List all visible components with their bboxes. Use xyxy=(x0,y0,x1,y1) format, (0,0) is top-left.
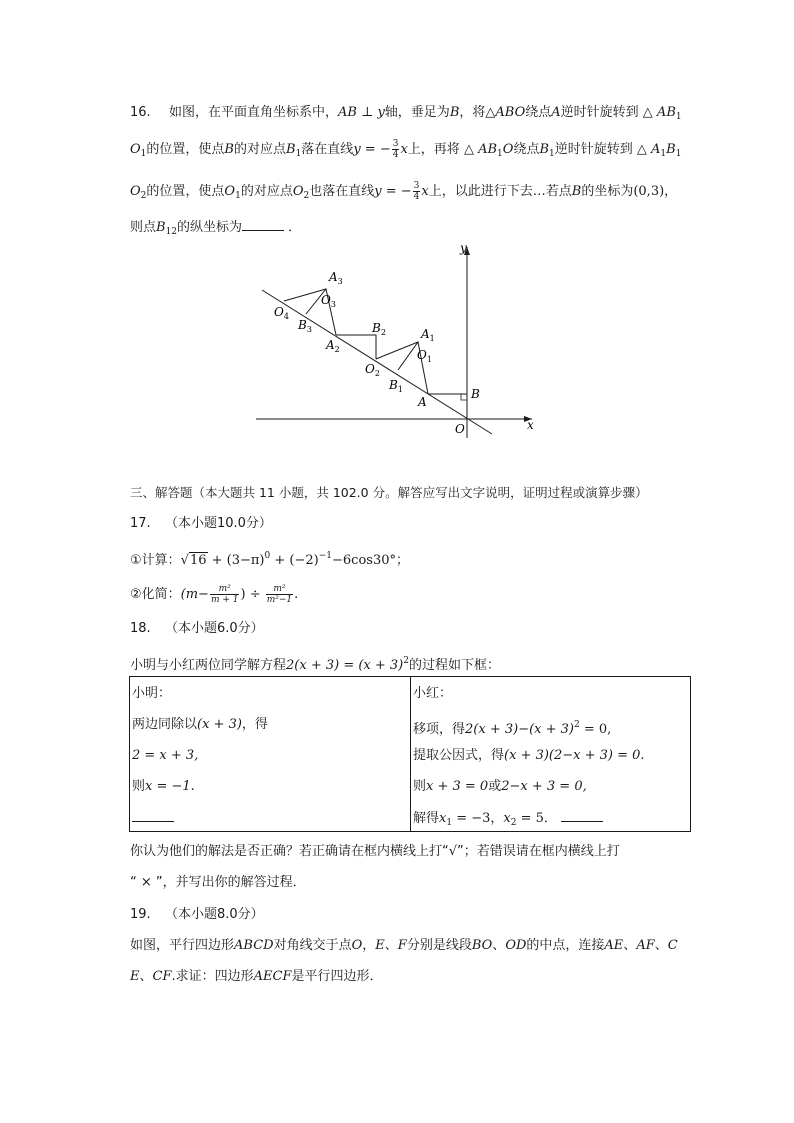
math-B: B xyxy=(571,184,582,199)
math-OD: OD xyxy=(505,938,527,953)
q19-text: .求证：四边形 xyxy=(171,969,254,984)
math-x: x xyxy=(421,184,429,199)
math-expression: −6cos30°； xyxy=(332,553,409,568)
equation: 2(x + 3) = (x + 3) xyxy=(286,658,404,673)
q16-text: 的纵坐标为 xyxy=(177,220,243,235)
step-math: = 5． xyxy=(516,811,557,826)
math-O: O xyxy=(502,142,514,157)
q16-text: 的位置，使点 xyxy=(146,142,225,157)
subscript: 2 xyxy=(303,191,310,201)
section-3-title: 三、解答题（本大题共 11 小题，共 102.0 分。解答应写出文字说明，证明过程或演算步骤） xyxy=(130,485,648,500)
fraction-denominator: m²−1 xyxy=(266,595,293,605)
math-O: O xyxy=(130,142,141,157)
math-expression: ) ÷ xyxy=(240,587,265,602)
step-math: x = −1. xyxy=(145,779,195,794)
q16-text: ，将 xyxy=(459,105,486,120)
q19-line-1 xyxy=(130,937,678,955)
math-ABO: ABO xyxy=(495,105,526,120)
step-math: 2(x + 3)−(x + 3) xyxy=(465,722,574,737)
math-C: C xyxy=(667,938,678,953)
fraction-denominator: 4 xyxy=(392,150,399,160)
triangle-symbol: △ xyxy=(459,142,479,157)
q16-text: 也落在直线 xyxy=(309,184,375,199)
q19-text: 如图，平行四边形 xyxy=(130,938,235,953)
math-A: A xyxy=(651,142,661,157)
xiaohong-title: 小红： xyxy=(413,686,453,701)
q18-score: （本小题6.0分） xyxy=(164,621,264,636)
step-text: 则 xyxy=(132,779,146,794)
label-B: B xyxy=(471,387,480,401)
subscript: 2 xyxy=(510,818,517,828)
math-B: B xyxy=(286,142,296,157)
q16-text: 落在直线 xyxy=(301,142,354,157)
exponent: 2 xyxy=(574,720,580,730)
q18-header xyxy=(130,620,264,638)
q18-intro xyxy=(130,652,500,675)
math-AF: AF xyxy=(636,938,655,953)
subscript: 12 xyxy=(165,227,178,237)
fraction xyxy=(266,584,293,605)
label-A2: $A_2$ xyxy=(326,338,340,354)
step-math: x xyxy=(503,811,511,826)
q16-text: 上，以此进行下去…若点 xyxy=(428,184,572,199)
q16-line-1 xyxy=(130,104,682,126)
step-math: = 0, xyxy=(579,722,612,737)
q16-line-3 xyxy=(130,181,677,205)
step-math: x + 3 = 0 xyxy=(426,779,489,794)
q19-header xyxy=(130,906,264,924)
q16-text: 的对应点 xyxy=(240,184,293,199)
line-equation: y = − xyxy=(353,142,391,157)
math-AB: AB xyxy=(478,142,498,157)
q19-text: 对角线交于点 xyxy=(273,938,352,953)
step-math: 2−x + 3 = 0, xyxy=(501,779,587,794)
label-A: A xyxy=(418,395,427,409)
q19-text: 、 xyxy=(654,938,668,953)
xiaoming-cell xyxy=(130,677,411,832)
math-BO: BO xyxy=(471,938,493,953)
sqrt-icon: √ xyxy=(180,553,189,568)
step-math: x xyxy=(439,811,447,826)
step-text: 解得 xyxy=(413,811,440,826)
q16-text: 的位置，使点 xyxy=(146,184,225,199)
triangle-symbol: △ xyxy=(485,105,496,120)
line-equation: y = − xyxy=(374,184,412,199)
q16-text: ． xyxy=(284,220,302,235)
xiaoming-title: 小明： xyxy=(132,686,172,701)
q19-line-2 xyxy=(130,968,383,986)
subscript: 1 xyxy=(549,149,555,159)
axis-label-x: x xyxy=(527,418,534,432)
math-ABCD: ABCD xyxy=(234,938,274,953)
step-text: 或 xyxy=(488,779,502,794)
xiaoming-step-1 xyxy=(132,716,268,734)
subscript: 1 xyxy=(660,149,667,159)
q17-part-2 xyxy=(130,584,298,605)
label-B3: $B_3$ xyxy=(298,318,312,334)
label-O1: $O_1$ xyxy=(417,348,432,364)
subscript: 1 xyxy=(497,149,503,159)
math-E: E xyxy=(130,969,140,984)
fraction-denominator: m + 1 xyxy=(210,595,239,605)
q16-text: 上，再将 xyxy=(407,142,460,157)
radicand: 16 xyxy=(189,553,207,568)
q16-text: 绕点 xyxy=(525,105,552,120)
q18-text: 你认为他们的解法是否正确？若正确请在框内横线上打“√”；若错误请在框内横线上打 xyxy=(130,844,620,859)
q19-text: 分别是线段 xyxy=(406,938,472,953)
label-B1: $B_1$ xyxy=(389,378,403,394)
math-expression: + (−2) xyxy=(270,553,319,568)
subscript: 1 xyxy=(235,191,241,201)
math-CF: CF xyxy=(152,969,172,984)
step-math: = −3， xyxy=(452,811,504,826)
math-B: B xyxy=(156,220,166,235)
label-O3: $O_3$ xyxy=(321,293,336,309)
q16-number: 16. xyxy=(130,105,151,120)
q17-number: 17. xyxy=(130,516,151,531)
q18-question-1 xyxy=(130,843,620,861)
step-text: 移项，得 xyxy=(413,722,466,737)
q17-part-2-label: ②化简： xyxy=(130,587,181,602)
fraction xyxy=(210,584,240,605)
math-B: B xyxy=(539,142,550,157)
step-math: (x + 3) xyxy=(197,717,242,732)
q16-text: 逆时针旋转到 xyxy=(554,142,633,157)
q16-text: 则点 xyxy=(130,220,157,235)
math-E: E xyxy=(375,938,385,953)
fraction-numerator: m² xyxy=(266,584,293,595)
q19-score: （本小题8.0分） xyxy=(164,907,264,922)
solution-table xyxy=(129,676,691,832)
q19-text: 是平行四边形． xyxy=(291,969,383,984)
q19-number: 19. xyxy=(130,907,151,922)
q16-text: ， xyxy=(664,184,678,199)
math-B: B xyxy=(449,105,460,120)
q16-line-2 xyxy=(130,139,681,163)
xiaohong-step-1 xyxy=(413,716,611,739)
answer-blank[interactable] xyxy=(242,218,284,231)
label-O2: $O_2$ xyxy=(365,362,380,378)
q17-part-1 xyxy=(130,547,409,570)
math-F: F xyxy=(397,938,407,953)
xiaoming-step-3 xyxy=(132,778,195,796)
subscript: 1 xyxy=(675,149,682,159)
step-text: 则 xyxy=(413,779,427,794)
q17-score: （本小题10.0分） xyxy=(164,516,272,531)
math-expression: . xyxy=(294,587,299,602)
fraction xyxy=(392,139,400,160)
q16-text: 的对应点 xyxy=(233,142,286,157)
point-coordinate: (0,3) xyxy=(633,184,665,199)
triangle-symbol: △ xyxy=(638,105,657,120)
xiaoming-answer-blank[interactable] xyxy=(132,809,174,828)
xiaohong-answer-blank[interactable] xyxy=(561,809,603,822)
axis-label-y: y xyxy=(460,241,467,255)
math-B: B xyxy=(666,142,676,157)
label-A3: $A_3$ xyxy=(329,270,343,286)
rotation-figure xyxy=(250,238,550,438)
q16-text: 逆时针旋转到 xyxy=(560,105,639,120)
math-B: B xyxy=(224,142,234,157)
math-O: O xyxy=(351,938,363,953)
q18-question-2 xyxy=(130,874,306,892)
xiaohong-step-2 xyxy=(413,747,645,765)
q16-text: 的坐标为 xyxy=(581,184,634,199)
exponent: −1 xyxy=(318,551,332,561)
line-y-neg-3-4x xyxy=(262,290,492,434)
subscript: 1 xyxy=(295,149,302,159)
math-x: x xyxy=(400,142,408,157)
label-A1: $A_1$ xyxy=(421,327,435,343)
math-expression: (m− xyxy=(180,587,209,602)
q18-text: “ × ”，并写出你的解答过程． xyxy=(130,875,306,890)
q19-text: 的中点，连接 xyxy=(526,938,605,953)
subscript: 1 xyxy=(140,149,147,159)
xiaohong-step-4 xyxy=(413,809,603,832)
subscript: 2 xyxy=(140,191,147,201)
math-AB: AB xyxy=(337,105,357,120)
q18-text: 的过程如下框： xyxy=(409,658,501,673)
subscript: 1 xyxy=(675,112,682,122)
math-y: y xyxy=(377,105,385,120)
math-expression: + (3−π) xyxy=(207,553,265,568)
q19-text: 、 xyxy=(139,969,153,984)
step-math: (x + 3)(2−x + 3) = 0. xyxy=(504,748,645,763)
math-AECF: AECF xyxy=(253,969,292,984)
label-O4: $O_4$ xyxy=(274,305,289,321)
math-O: O xyxy=(224,184,236,199)
fraction xyxy=(413,181,421,202)
q18-text: 小明与小红两位同学解方程 xyxy=(130,658,287,673)
subscript: 1 xyxy=(446,818,453,828)
step-text: ，得 xyxy=(241,717,268,732)
fraction-numerator: 3 xyxy=(392,139,399,149)
math-O: O xyxy=(130,184,141,199)
step-text: 提取公因式，得 xyxy=(413,748,505,763)
fraction-denominator: 4 xyxy=(413,192,420,202)
origin-label: O xyxy=(455,422,465,436)
perp-symbol: ⊥ xyxy=(356,105,378,120)
step-text: 两边同除以 xyxy=(132,717,198,732)
xiaohong-step-3 xyxy=(413,778,587,796)
q17-header xyxy=(130,515,272,533)
q19-text: 、 xyxy=(492,938,506,953)
section-3-header xyxy=(130,484,648,502)
triangle-symbol: △ xyxy=(632,142,652,157)
q19-text: 、 xyxy=(384,938,398,953)
q16-text: 绕点 xyxy=(513,142,540,157)
q19-text: ， xyxy=(362,938,376,953)
exponent: 0 xyxy=(264,551,271,561)
math-A: A xyxy=(656,105,667,120)
math-B: B xyxy=(666,105,676,120)
xiaoming-step-2: 2 = x + 3, xyxy=(132,748,199,763)
label-B2: $B_2$ xyxy=(372,321,386,337)
math-O: O xyxy=(292,184,304,199)
right-angle-mark-B xyxy=(461,394,467,400)
xiaohong-cell xyxy=(411,677,691,832)
fraction-numerator: m² xyxy=(210,584,240,595)
q16-text: 如图，在平面直角坐标系中， xyxy=(168,105,338,120)
triangle-A3B3O4 xyxy=(284,289,326,301)
exponent: 2 xyxy=(403,656,409,666)
q16-text: 轴，垂足为 xyxy=(384,105,450,120)
q19-text: 、 xyxy=(623,938,637,953)
q18-number: 18. xyxy=(130,621,151,636)
fraction-numerator: 3 xyxy=(413,181,420,191)
math-AE: AE xyxy=(604,938,624,953)
triangle-A2B2O2 xyxy=(336,335,376,359)
q17-part-1-label: ①计算： xyxy=(130,553,181,568)
math-A: A xyxy=(551,105,561,120)
